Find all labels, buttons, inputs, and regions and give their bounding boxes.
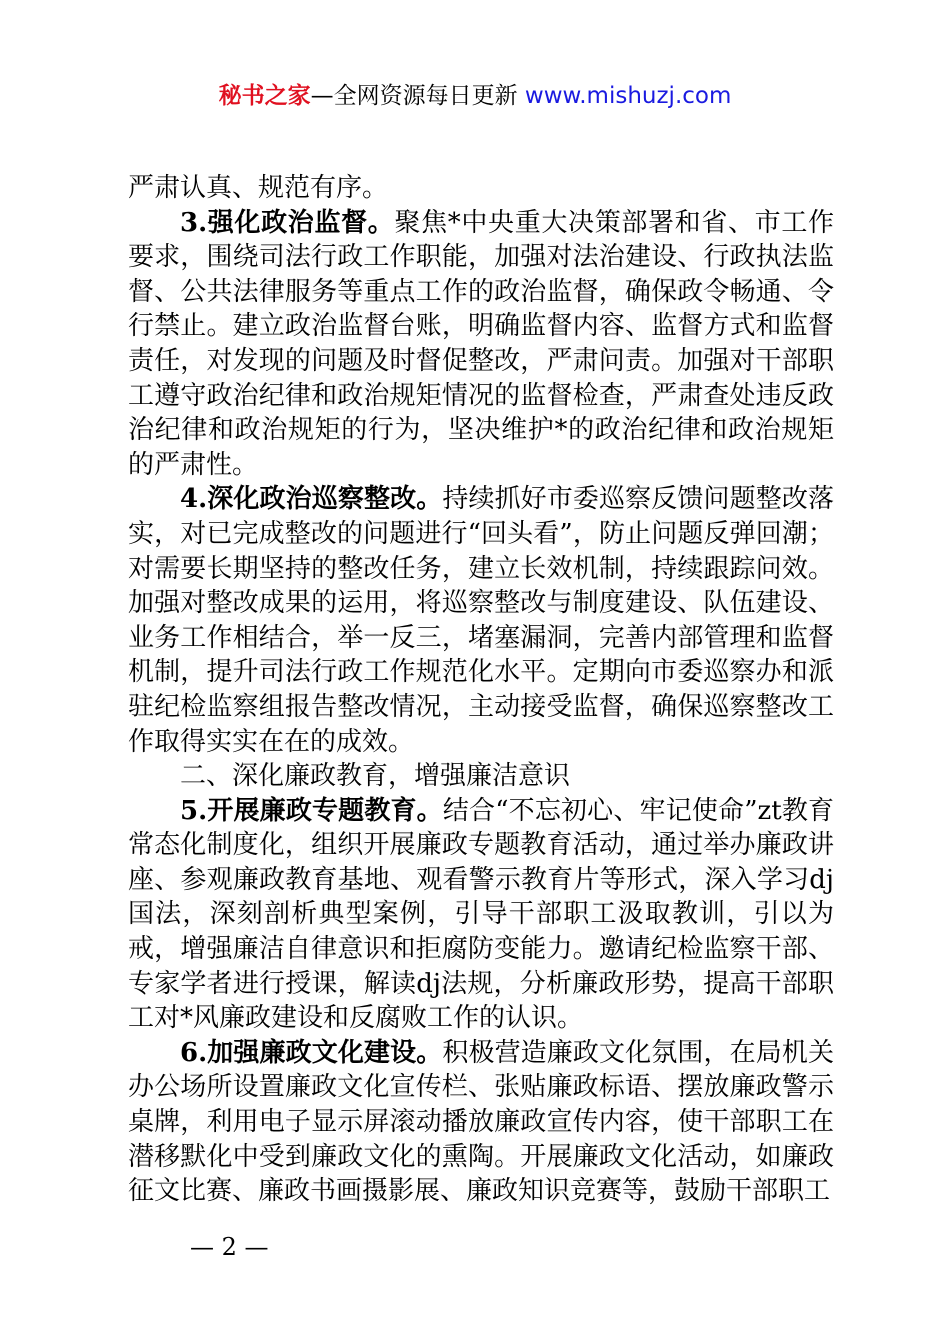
paragraph-item-3 <box>128 206 834 483</box>
paragraph-item-6 <box>128 1036 834 1209</box>
paragraph-text: 严肃认真、规范有序。 <box>128 173 389 203</box>
item-heading: 6.加强廉政文化建设。 <box>180 1037 443 1068</box>
paragraph-continuation <box>128 171 834 206</box>
document-body <box>128 171 834 1209</box>
paragraph-item-5 <box>128 794 834 1036</box>
site-slogan: —全网资源每日更新 <box>310 83 525 109</box>
section-heading <box>128 759 834 794</box>
paragraph-text: 持续抓好市委巡察反馈问题整改落实，对已完成整改的问题进行“回头看”，防止问题反弹回潮；对需要长期坚持的整改任务，建立长效机制，持续跟踪问效。加强对整改成果的运用，将巡察整改与制度建设、队伍建设、业务工作相结合，举一反三，堵塞漏洞，完善内部管理和监督机制，提升司法行政工作规范化水平。定期向市委巡察办和派驻纪检监察组报告整改情况，主动接受监督，确保巡察整改工作取得实实在在的成效。 <box>128 484 834 757</box>
item-heading: 4.深化政治巡察整改。 <box>180 484 443 515</box>
item-heading: 3.强化政治监督。 <box>180 207 395 238</box>
section-heading-text: 二、深化廉政教育，增强廉洁意识 <box>180 761 571 792</box>
item-heading: 5.开展廉政专题教育。 <box>180 795 443 826</box>
paragraph-text: 积极营造廉政文化氛围，在局机关办公场所设置廉政文化宣传栏、张贴廉政标语、摆放廉政警示桌牌，利用电子显示屏滚动播放廉政宣传内容，使干部职工在潜移默化中受到廉政文化的熏陶。开展廉政文化活动，如廉政征文比赛、廉政书画摄影展、廉政知识竞赛等，鼓励干部职工 <box>128 1037 834 1207</box>
paragraph-text: 结合“不忘初心、牢记使命”zt教育常态化制度化，组织开展廉政专题教育活动，通过举办廉政讲座、参观廉政教育基地、观看警示教育片等形式，深入学习dj国法，深刻剖析典型案例，引导干部职工汲取教训，引以为戒，增强廉洁自律意识和拒腐防变能力。邀请纪检监察干部、专家学者进行授课，解读dj法规，分析廉政形势，提高干部职工对*风廉政建设和反腐败工作的认识。 <box>128 795 834 1034</box>
page-number: — 2 — <box>190 1233 269 1261</box>
site-header <box>0 80 950 112</box>
paragraph-item-4 <box>128 482 834 759</box>
paragraph-text: 聚焦*中央重大决策部署和省、市工作要求，围绕司法行政工作职能，加强对法治建设、行政执法监督、公共法律服务等重点工作的政治监督，确保政令畅通、令行禁止。建立政治监督台账，明确监督内容、监督方式和监督责任，对发现的问题及时督促整改，严肃问责。加强对干部职工遵守政治纪律和政治规矩情况的监督检查，严肃查处违反政治纪律和政治规矩的行为，坚决维护*的政治纪律和政治规矩的严肃性。 <box>128 207 834 480</box>
site-name: 秘书之家 <box>218 83 311 109</box>
site-url-link[interactable]: www.mishuzj.com <box>524 83 732 109</box>
